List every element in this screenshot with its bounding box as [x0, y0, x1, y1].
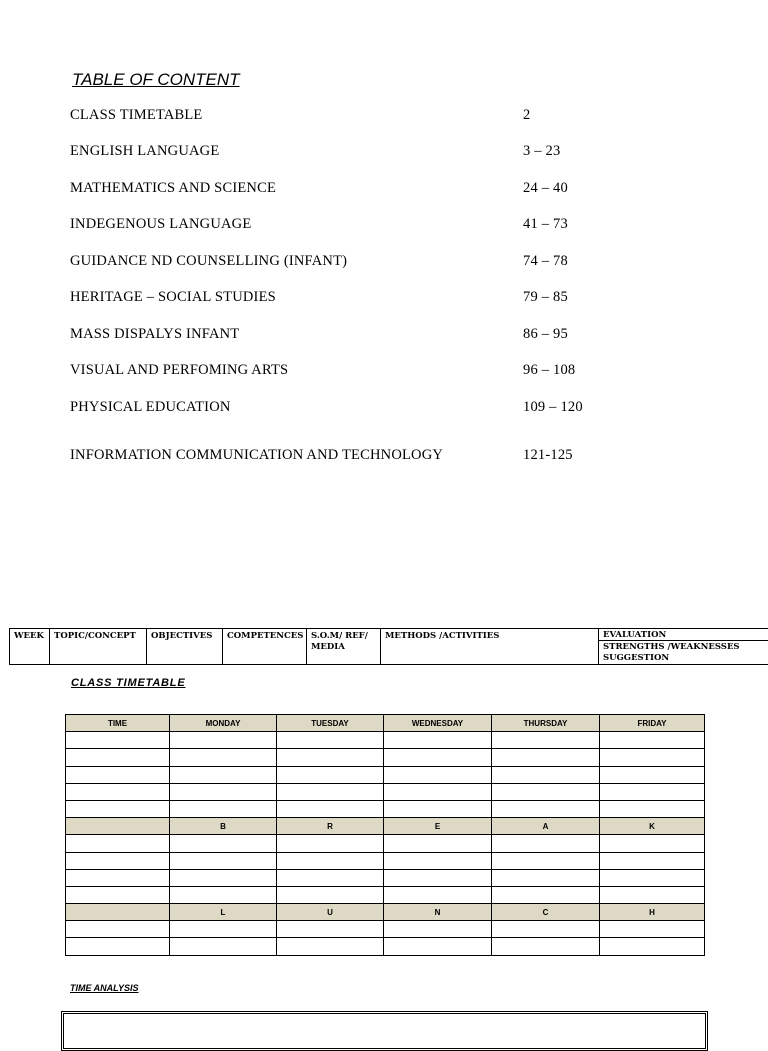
timetable-cell[interactable] [384, 835, 492, 852]
time-analysis-box[interactable] [61, 1011, 708, 1051]
timetable-header: TUESDAY [277, 715, 384, 732]
timetable-header: MONDAY [170, 715, 277, 732]
plan-header-objectives: OBJECTIVES [147, 629, 223, 664]
timetable-row [66, 886, 705, 903]
timetable-cell[interactable] [170, 852, 277, 869]
timetable-cell[interactable] [384, 732, 492, 749]
timetable-cell[interactable] [66, 783, 170, 800]
timetable-cell[interactable] [66, 921, 170, 938]
toc-item-pages: 79 – 85 [523, 289, 568, 305]
toc-item-pages: 2 [523, 107, 531, 123]
timetable-cell[interactable] [492, 732, 600, 749]
lunch-letter: L [170, 904, 277, 921]
timetable-header: TIME [66, 715, 170, 732]
timetable-cell[interactable] [600, 886, 705, 903]
timetable-cell[interactable] [66, 835, 170, 852]
class-timetable-title: CLASS TIMETABLE [71, 677, 186, 689]
plan-header-methods: METHODS /ACTIVITIES [381, 629, 599, 664]
timetable-cell[interactable] [492, 835, 600, 852]
timetable-cell[interactable] [600, 852, 705, 869]
timetable-cell[interactable] [492, 766, 600, 783]
timetable-cell[interactable] [384, 783, 492, 800]
timetable-header: FRIDAY [600, 715, 705, 732]
timetable-cell[interactable] [600, 938, 705, 955]
timetable-lunch-row [66, 904, 705, 921]
toc-item-label: INFORMATION COMMUNICATION AND TECHNOLOGY [70, 447, 444, 463]
timetable-cell[interactable] [492, 749, 600, 766]
timetable-cell[interactable] [384, 921, 492, 938]
toc-item-label: PHYSICAL EDUCATION [70, 399, 231, 415]
timetable-cell[interactable] [277, 886, 384, 903]
lunch-letter: C [492, 904, 600, 921]
timetable-cell[interactable] [66, 766, 170, 783]
timetable-cell[interactable] [66, 749, 170, 766]
timetable-cell[interactable] [600, 749, 705, 766]
toc-item-pages: 24 – 40 [523, 180, 568, 196]
timetable-cell[interactable] [66, 852, 170, 869]
break-letter: B [170, 818, 277, 835]
break-letter: K [600, 818, 705, 835]
timetable-cell[interactable] [170, 732, 277, 749]
toc-item-label: ENGLISH LANGUAGE [70, 143, 220, 159]
toc-item-pages: 74 – 78 [523, 253, 568, 269]
timetable-cell[interactable] [170, 749, 277, 766]
timetable-cell[interactable] [170, 869, 277, 886]
timetable-row [66, 921, 705, 938]
timetable-cell[interactable] [66, 732, 170, 749]
timetable-cell[interactable] [492, 921, 600, 938]
plan-header-week: WEEK [10, 629, 50, 664]
timetable-cell[interactable] [600, 800, 705, 817]
timetable-cell[interactable] [384, 938, 492, 955]
plan-header-topic: TOPIC/CONCEPT [50, 629, 147, 664]
plan-header-table [9, 628, 768, 665]
timetable-break-row [66, 818, 705, 835]
toc-item-label: HERITAGE – SOCIAL STUDIES [70, 289, 276, 305]
timetable-cell[interactable] [384, 800, 492, 817]
break-letter: A [492, 818, 600, 835]
plan-header-som: S.O.M/ REF/ MEDIA [307, 629, 381, 664]
timetable-cell[interactable] [492, 783, 600, 800]
timetable-cell[interactable] [492, 852, 600, 869]
timetable-cell[interactable] [170, 800, 277, 817]
lunch-letter: N [384, 904, 492, 921]
timetable-cell[interactable] [600, 835, 705, 852]
plan-header-evaluation: EVALUATION [599, 629, 768, 641]
toc-item-pages: 86 – 95 [523, 326, 568, 342]
timetable-row [66, 938, 705, 955]
timetable-cell[interactable] [277, 766, 384, 783]
class-timetable [65, 714, 705, 956]
timetable-row [66, 783, 705, 800]
timetable-cell[interactable] [277, 869, 384, 886]
toc-title: TABLE OF CONTENT [72, 70, 240, 89]
timetable-cell [66, 904, 170, 921]
timetable-cell[interactable] [170, 766, 277, 783]
timetable-cell[interactable] [170, 886, 277, 903]
timetable-cell[interactable] [170, 783, 277, 800]
plan-header-evaluation-cell [599, 629, 768, 664]
plan-header-competences: COMPETENCES [223, 629, 307, 664]
timetable-cell[interactable] [384, 749, 492, 766]
timetable-cell[interactable] [492, 800, 600, 817]
time-analysis-title: TIME ANALYSIS [70, 983, 139, 993]
timetable-cell[interactable] [600, 783, 705, 800]
timetable-cell[interactable] [600, 732, 705, 749]
toc-item-pages: 109 – 120 [523, 399, 583, 415]
timetable-row [66, 800, 705, 817]
break-letter: R [277, 818, 384, 835]
timetable-row [66, 766, 705, 783]
timetable-cell[interactable] [170, 835, 277, 852]
timetable-cell[interactable] [277, 732, 384, 749]
lunch-letter: U [277, 904, 384, 921]
timetable-cell[interactable] [384, 869, 492, 886]
timetable-cell[interactable] [66, 886, 170, 903]
toc-item-pages: 121-125 [523, 447, 573, 463]
toc-item-label: MATHEMATICS AND SCIENCE [70, 180, 277, 196]
timetable-cell[interactable] [66, 938, 170, 955]
toc-item-label: GUIDANCE ND COUNSELLING (INFANT) [70, 253, 348, 269]
timetable-cell[interactable] [170, 921, 277, 938]
timetable-cell[interactable] [66, 869, 170, 886]
timetable-row [66, 869, 705, 886]
timetable-cell[interactable] [492, 938, 600, 955]
timetable-cell[interactable] [277, 783, 384, 800]
timetable-cell[interactable] [277, 749, 384, 766]
timetable-row [66, 732, 705, 749]
toc-item-pages: 3 – 23 [523, 143, 561, 159]
timetable-cell[interactable] [600, 766, 705, 783]
timetable-cell[interactable] [277, 835, 384, 852]
toc-item-label: INDEGENOUS LANGUAGE [70, 216, 252, 232]
timetable-row [66, 835, 705, 852]
toc-item-pages: 41 – 73 [523, 216, 568, 232]
timetable-header: THURSDAY [492, 715, 600, 732]
timetable-cell[interactable] [384, 852, 492, 869]
timetable-row [66, 852, 705, 869]
toc-item-label: MASS DISPALYS INFANT [70, 326, 240, 342]
timetable-header-row [66, 715, 705, 732]
timetable-cell[interactable] [492, 869, 600, 886]
timetable-cell[interactable] [600, 869, 705, 886]
timetable-cell[interactable] [170, 938, 277, 955]
break-letter: E [384, 818, 492, 835]
timetable-cell[interactable] [66, 800, 170, 817]
timetable-row [66, 749, 705, 766]
timetable-cell[interactable] [277, 921, 384, 938]
timetable-cell[interactable] [384, 886, 492, 903]
timetable-cell[interactable] [384, 766, 492, 783]
timetable-header: WEDNESDAY [384, 715, 492, 732]
lunch-letter: H [600, 904, 705, 921]
plan-header-strengths: STRENGTHS /WEAKNESSES SUGGESTION [603, 642, 740, 663]
timetable-cell [66, 818, 170, 835]
timetable-cell[interactable] [600, 921, 705, 938]
timetable-cell[interactable] [277, 938, 384, 955]
timetable-cell[interactable] [277, 852, 384, 869]
toc-item-label: VISUAL AND PERFOMING ARTS [70, 362, 289, 378]
toc-item-pages: 96 – 108 [523, 362, 576, 378]
toc-item-label: CLASS TIMETABLE [70, 107, 203, 123]
timetable-cell[interactable] [277, 800, 384, 817]
timetable-cell[interactable] [492, 886, 600, 903]
